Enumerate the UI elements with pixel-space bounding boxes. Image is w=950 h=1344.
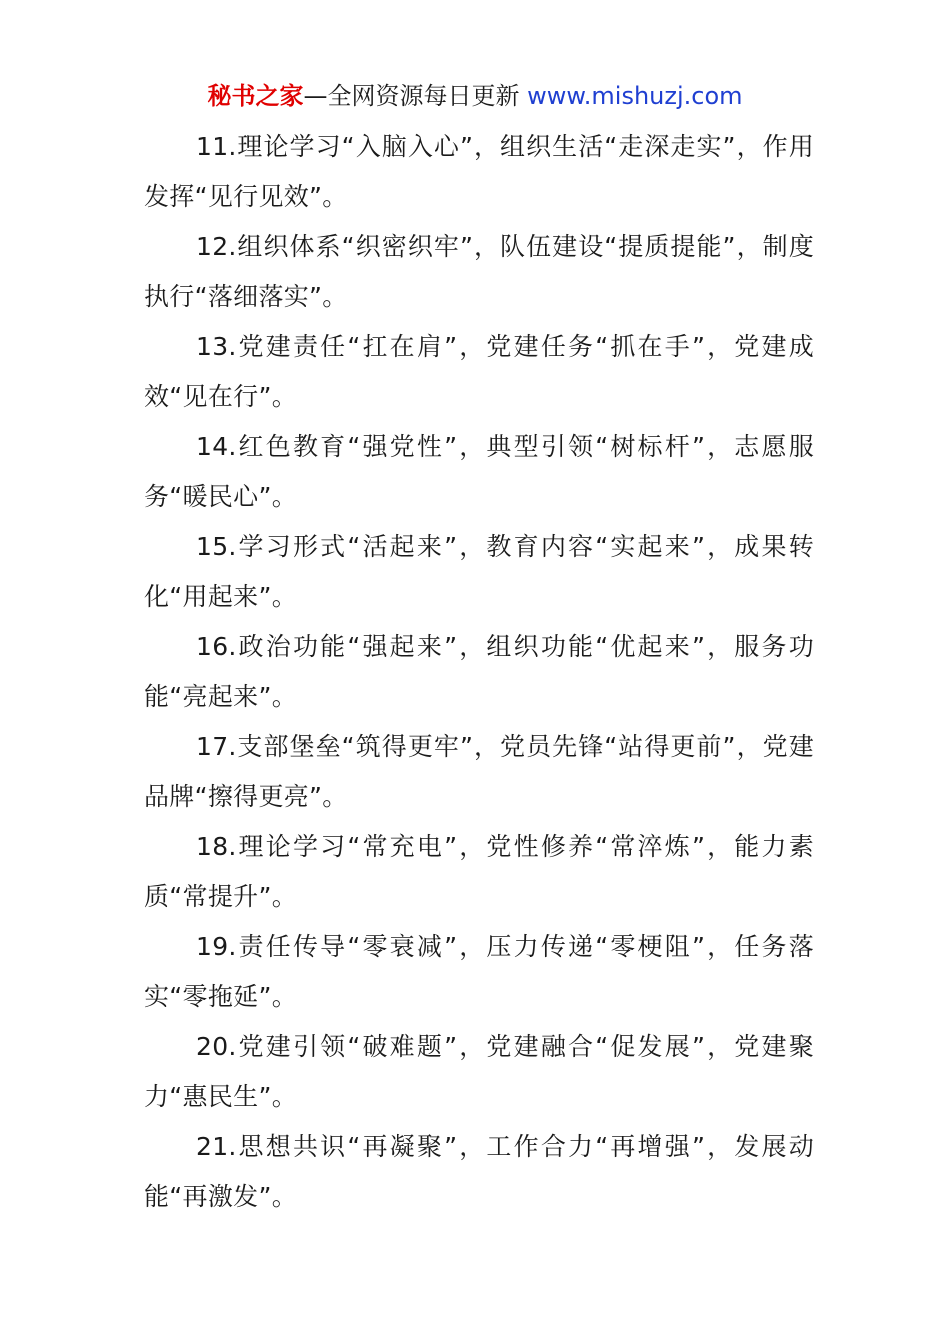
paragraph-11: 11.理论学习“入脑入心”，组织生活“走深走实”，作用发挥“见行见效”。	[144, 132, 814, 211]
paragraph-18: 18.理论学习“常充电”，党性修养“常淬炼”，能力素质“常提升”。	[144, 832, 814, 911]
paragraph-14: 14.红色教育“强党性”，典型引领“树标杆”，志愿服务“暖民心”。	[144, 432, 814, 511]
header-tagline: —全网资源每日更新	[303, 82, 520, 110]
paragraph-16: 16.政治功能“强起来”，组织功能“优起来”，服务功能“亮起来”。	[144, 632, 814, 711]
site-url: www.mishuzj.com	[527, 82, 743, 110]
document-body	[144, 122, 814, 1222]
paragraph-21: 21.思想共识“再凝聚”，工作合力“再增强”，发展动能“再激发”。	[144, 1132, 814, 1211]
paragraph-17: 17.支部堡垒“筑得更牢”，党员先锋“站得更前”，党建品牌“擦得更亮”。	[144, 732, 814, 811]
paragraph-19: 19.责任传导“零衰减”，压力传递“零梗阻”，任务落实“零拖延”。	[144, 932, 814, 1011]
document-header	[0, 80, 950, 112]
paragraph-20: 20.党建引领“破难题”，党建融合“促发展”，党建聚力“惠民生”。	[144, 1032, 814, 1111]
paragraph-12: 12.组织体系“织密织牢”，队伍建设“提质提能”，制度执行“落细落实”。	[144, 232, 814, 311]
brand-name: 秘书之家	[207, 82, 304, 110]
paragraph-13: 13.党建责任“扛在肩”，党建任务“抓在手”，党建成效“见在行”。	[144, 332, 814, 411]
paragraph-15: 15.学习形式“活起来”，教育内容“实起来”，成果转化“用起来”。	[144, 532, 814, 611]
